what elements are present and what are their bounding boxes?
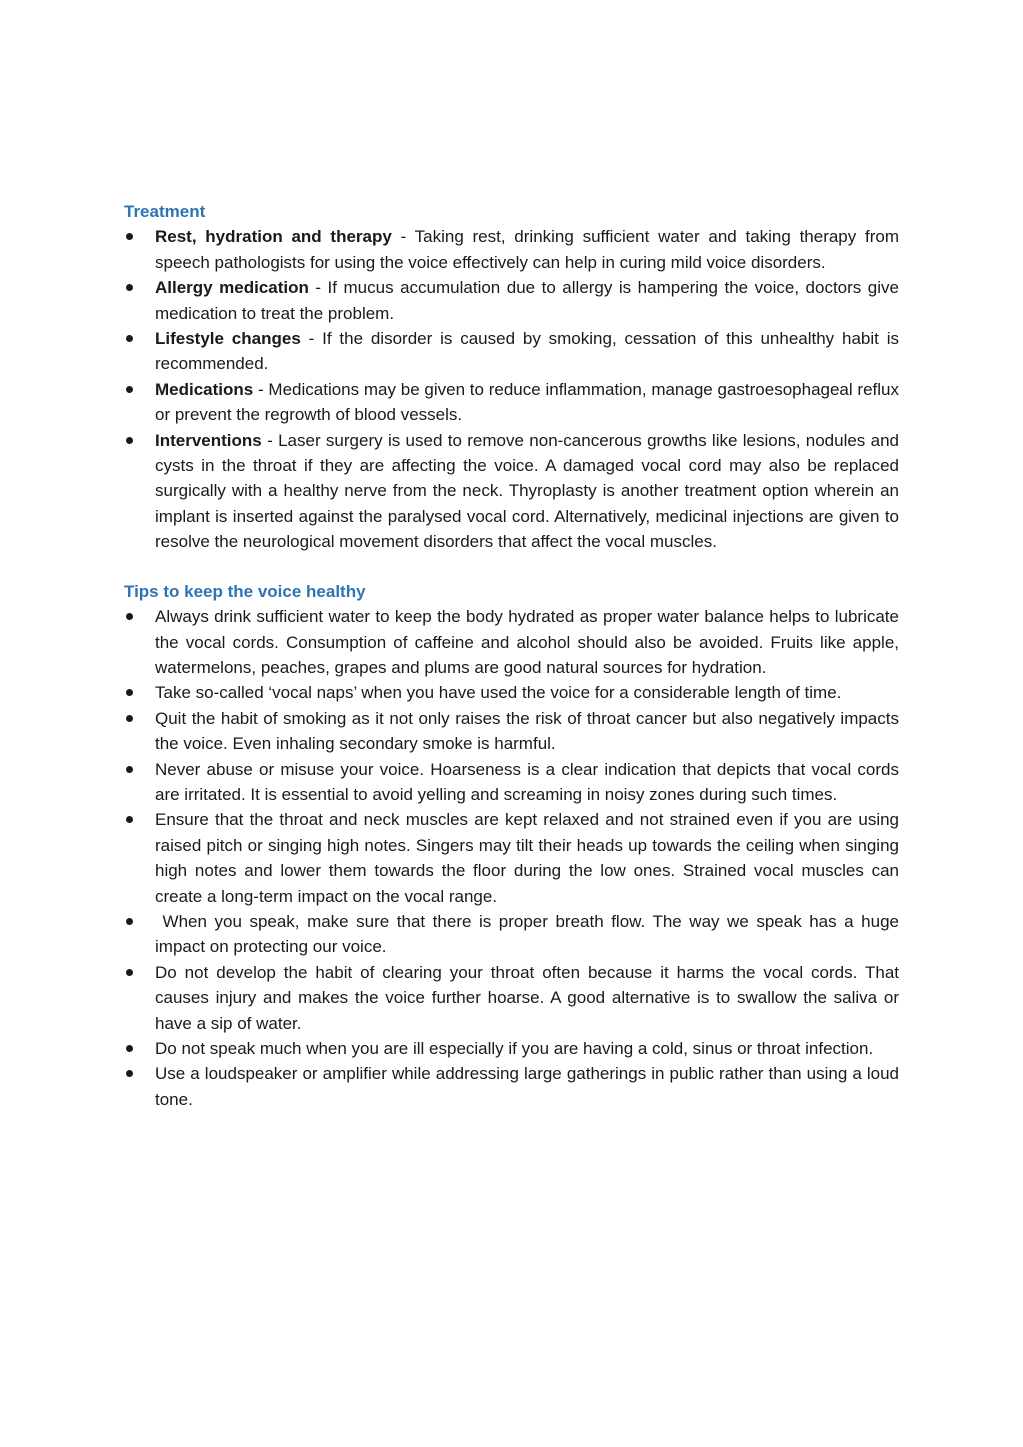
- treatment-item-medications: [124, 377, 899, 428]
- tips-item: Ensure that the throat and neck muscles are kept relaxed and not strained even if you are using raised pitch or singing high notes. Singers may tilt their heads up towards the ceiling when singing high notes and lower them towards the floor during the low ones. Strained vocal muscles can create a long-term impact on the vocal range.: [124, 807, 899, 909]
- treatment-item-interventions: [124, 428, 899, 555]
- treatment-text: - Laser surgery is used to remove non-cancerous growths like lesions, nodules and cysts in the throat if they are affecting the voice. A damaged vocal cord may also be replaced surgically with a healthy nerve from the neck. Thyroplasty is another treatment option wherein an implant is inserted against the paralysed vocal cord. Alternatively, medicinal injections are given to resolve the neurological movement disorders that affect the vocal muscles.: [155, 430, 899, 552]
- section-spacer: [124, 555, 899, 579]
- tips-heading: Tips to keep the voice healthy: [124, 581, 366, 601]
- treatment-item-rest: [124, 224, 899, 275]
- treatment-term: Rest, hydration and therapy: [155, 227, 392, 247]
- treatment-list: [124, 224, 899, 554]
- tips-item: Do not develop the habit of clearing your throat often because it harms the vocal cords. That causes injury and makes the voice further hoarse. A good alternative is to swallow the saliva or have a sip of water.: [124, 960, 899, 1036]
- tips-list: [124, 604, 904, 1112]
- document-page: [124, 199, 904, 1112]
- tips-item: Quit the habit of smoking as it not only raises the risk of throat cancer but also negatively impacts the voice. Even inhaling secondary smoke is harmful.: [124, 706, 899, 757]
- tips-item: Use a loudspeaker or amplifier while addressing large gatherings in public rather than using a loud tone.: [124, 1061, 899, 1112]
- tips-item: Do not speak much when you are ill especially if you are having a cold, sinus or throat infection.: [124, 1036, 899, 1061]
- treatment-term: Lifestyle changes: [155, 329, 301, 349]
- treatment-term: Allergy medication: [155, 278, 309, 298]
- treatment-text: - Medications may be given to reduce inflammation, manage gastroesophageal reflux or prevent the regrowth of blood vessels.: [155, 379, 899, 425]
- treatment-text: - If the disorder is caused by smoking, cessation of this unhealthy habit is recommended.: [155, 329, 899, 374]
- treatment-item-allergy: [124, 275, 899, 326]
- tips-item: Take so-called ‘vocal naps’ when you have used the voice for a considerable length of time.: [124, 680, 899, 705]
- treatment-item-lifestyle: [124, 326, 899, 377]
- tips-item: When you speak, make sure that there is proper breath flow. The way we speak has a huge impact on protecting our voice.: [124, 909, 899, 960]
- treatment-text: - If mucus accumulation due to allergy is hampering the voice, doctors give medication to treat the problem.: [155, 278, 899, 323]
- treatment-heading: Treatment: [124, 202, 206, 221]
- treatment-term: Interventions: [155, 430, 262, 450]
- tips-item: Never abuse or misuse your voice. Hoarseness is a clear indication that depicts that vocal cords are irritated. It is essential to avoid yelling and screaming in noisy zones during such times.: [124, 757, 899, 808]
- tips-item: Always drink sufficient water to keep the body hydrated as proper water balance helps to lubricate the vocal cords. Consumption of caffeine and alcohol should also be avoided. Fruits like apple, watermelons, peaches, grapes and plums are good natural sources for hydration.: [124, 604, 899, 680]
- treatment-term: Medications: [155, 379, 254, 399]
- treatment-text: - Taking rest, drinking sufficient water and taking therapy from speech pathologists for using the voice effectively can help in curing mild voice disorders.: [155, 227, 899, 272]
